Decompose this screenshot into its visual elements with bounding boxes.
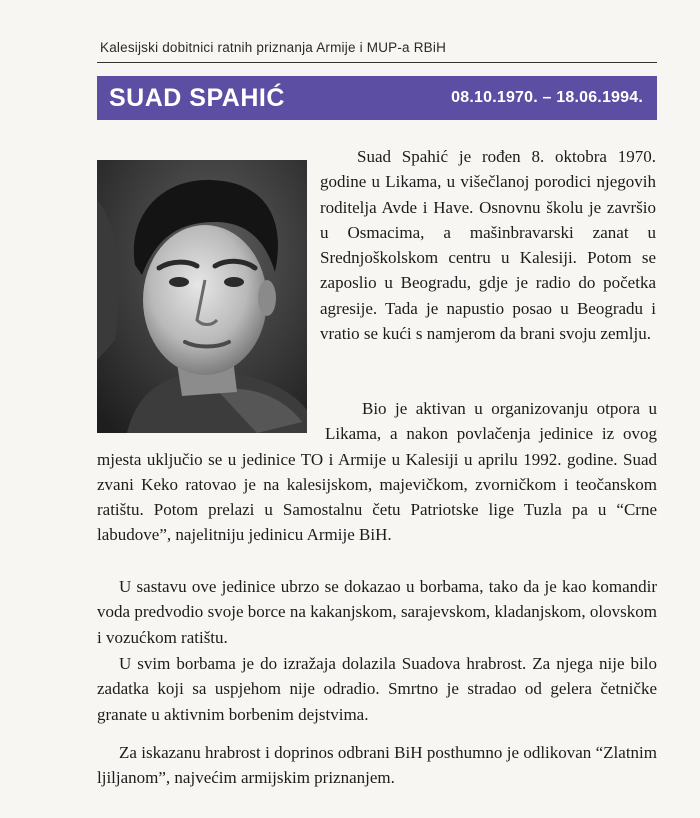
biography-paragraph-2 bbox=[97, 396, 657, 548]
person-dates: 08.10.1970. – 18.06.1994. bbox=[451, 89, 643, 106]
biography-paragraph-4: U svim borbama je do izražaja dolazila Suadova hrabrost. Za njega nije bilo zadatka koji sa uspjehom nije odradio. Smrtno je stradao od gelera četničke granate u aktivnim borbenim dejstvima. bbox=[97, 654, 657, 724]
running-header: Kalesijski dobitnici ratnih priznanja Armije i MUP-a RBiH bbox=[100, 40, 447, 55]
header-rule bbox=[97, 62, 657, 63]
portrait-photo bbox=[97, 160, 307, 433]
biography-paragraph-5: Za iskazanu hrabrost i doprinos odbrani BiH posthumno je odlikovan “Zlatnim ljiljanom”, najvećim armijskim priznanjem. bbox=[97, 743, 657, 788]
person-name: SUAD SPAHIĆ bbox=[109, 83, 285, 112]
photo-wrap-space bbox=[97, 396, 325, 446]
biography-paragraph-2-text: Bio je aktivan u organizovanju otpora u Likama, a nakon povlačenja jedinice iz ovog mjesta uključio se u jedinice TO i Armije u Kalesiji u aprilu 1992. godine. Suad zvani Keko ratovao je na kalesijskom, majevičkom, zvorničkom i teočanskom ratištu. Potom prelazi u Samostalnu četu Patriotske lige Tuzla pa u “Crne labudove”, najelitniju jedinicu Armije BiH. bbox=[97, 399, 657, 545]
biography-paragraph-3: U sastavu ove jedinice ubrzo se dokazao u borbama, tako da je kao komandir voda predvodio svoje borce na kakanjskom, sarajevskom, kladanjskom, olovskom i vozućkom ratištu. bbox=[97, 577, 657, 647]
biography-paragraph-1: Suad Spahić je rođen 8. oktobra 1970. godine u Likama, u višečlanoj porodici njegovih roditelja Avde i Have. Osnovnu školu je završio u Osmacima, a mašinbravarski zanat u Srednjoškolskom centru u Kalesiji. Potom se zaposlio u Beogradu, gdje je radio do početka agresije. Tada je napustio posao u Beogradu i vratio se kući s namjerom da brani svoju zemlju. bbox=[320, 147, 656, 344]
title-bar bbox=[97, 76, 657, 120]
